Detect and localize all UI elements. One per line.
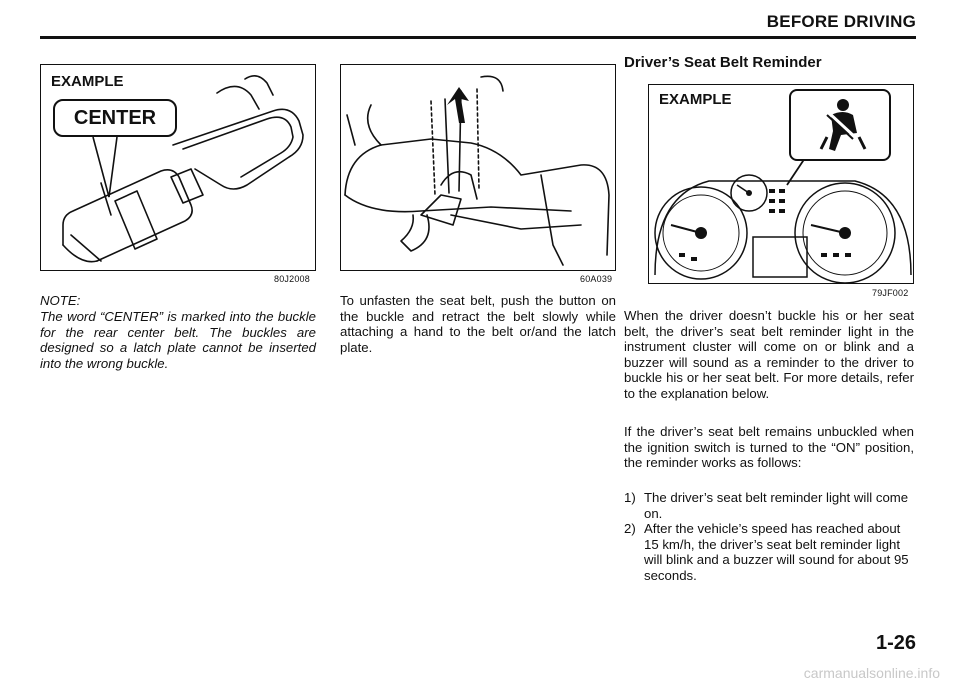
figure-unfasten [340,64,616,271]
note-title: NOTE: [40,293,81,308]
center-label: CENTER [73,107,157,129]
reminder-paragraph-1: When the driver doesn’t buckle his or her seat belt, the driver’s seat belt reminder light in the instrument cluster will come on or blink and a buzzer will sound as a reminder to the driver to buckle his or her seat belt. For more details, refer to the explanation below. [624,308,914,401]
unfasten-illustration [341,65,616,271]
section-title: Driver’s Seat Belt Reminder [624,54,822,71]
seatbelt-warning-callout [789,89,891,161]
unfasten-text: To unfasten the seat belt, push the button on the buckle and retract the belt slowly while attaching a hand to the belt or/and the latch plate. [340,293,616,355]
figure1-code: 80J2008 [274,274,310,284]
figure1-example-label: EXAMPLE [51,73,124,90]
page-header-title: BEFORE DRIVING [766,12,916,31]
list-item [624,521,914,583]
buckle-illustration [41,65,316,271]
list-item-text: The driver’s seat belt reminder light will come on. [644,490,909,521]
reminder-paragraph-2: If the driver’s seat belt remains unbuckled when the ignition switch is turned to the “ON” position, the reminder works as follows: [624,424,914,471]
figure-cluster [648,84,914,284]
page-number: 1-26 [875,632,916,654]
seatbelt-reminder-icon [791,91,889,159]
list-item-text: After the vehicle’s speed has reached about 15 km/h, the driver’s seat belt reminder light will blink and a buzzer will sound for about 95 seconds. [644,521,909,583]
reminder-steps-list [624,490,914,584]
figure-buckle [40,64,316,271]
watermark: carmanualsonline.info [803,665,940,681]
header-rule [40,36,916,39]
figure3-example-label: EXAMPLE [659,91,732,108]
figure3-code: 79JF002 [872,288,909,298]
list-item [624,490,914,521]
note-text: The word “CENTER” is marked into the buckle for the rear center belt. The buckles are designed so a latch plate cannot be inserted into the wrong buckle. [40,309,316,371]
center-callout [53,99,177,137]
list-item-number: 1) [624,490,636,505]
list-item-number: 2) [624,521,636,537]
figure2-code: 60A039 [580,274,613,284]
